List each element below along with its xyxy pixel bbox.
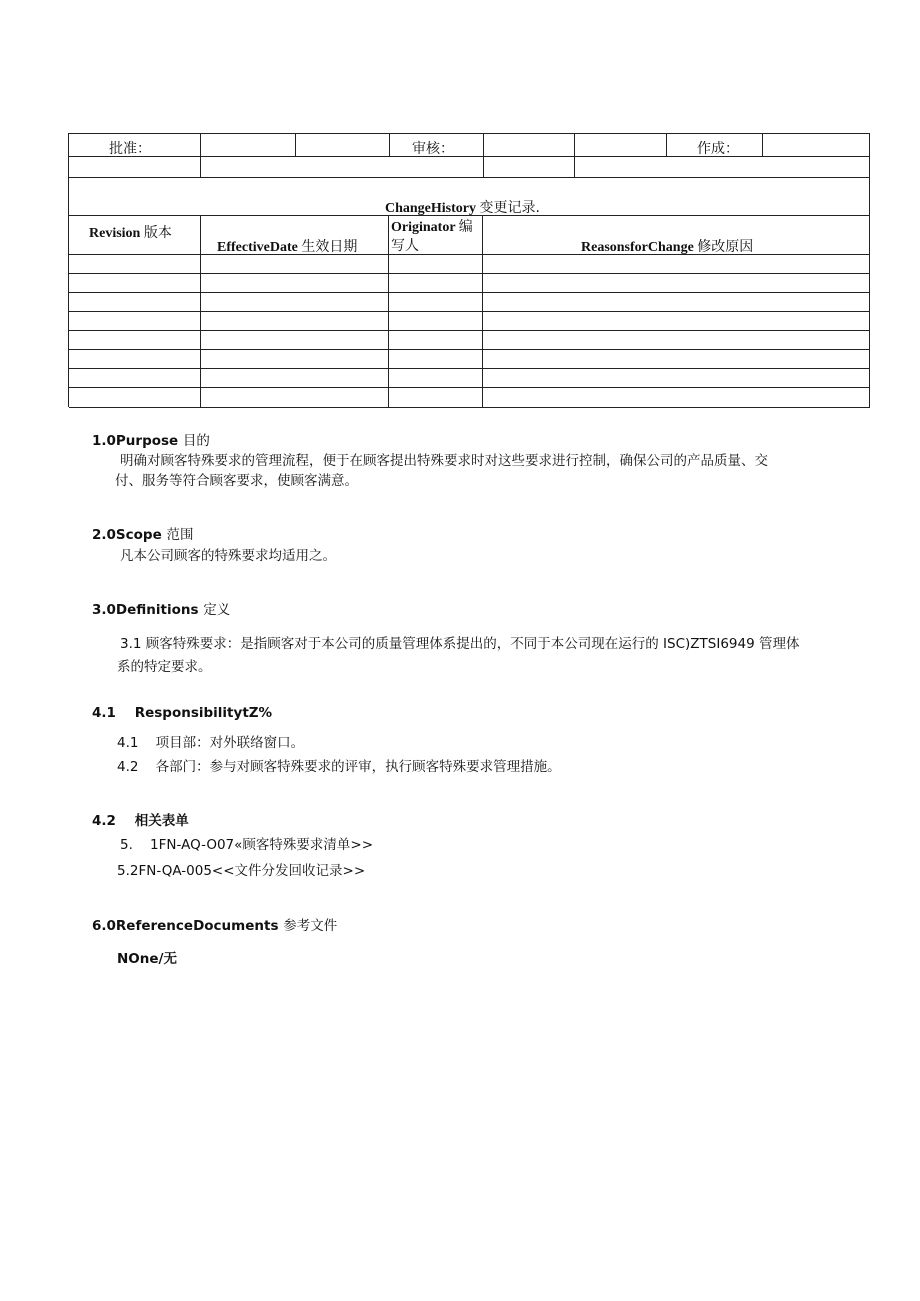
change-history-title: ChangeHistory 变更记录. [385,200,540,216]
col-header-revision-text: Revision 版本 [89,225,172,241]
history-row-cell [201,312,389,331]
history-row-cell [69,312,201,331]
history-row-cell [201,331,389,350]
responsibility-heading: 4.1 ResponsibilitytZ% [92,705,273,721]
col-header-reasons [483,216,870,255]
history-row-cell [201,388,389,408]
forms-item-1: 5. 1FN-AQ-O07«顾客特殊要求清单>> [120,837,374,853]
review-sign-cell-1 [484,134,575,157]
approve-sign-cell-1 [201,134,296,157]
scope-heading: 2.0Scope 范围 [92,527,194,543]
history-row-cell [483,331,870,350]
prepare-label-cell [667,134,763,157]
col-header-revision [69,216,201,255]
history-row-cell [389,274,483,293]
sign-row-cell-3 [484,157,575,178]
history-row-cell [483,312,870,331]
col-header-effective-date-text: EffectiveDate 生效日期 [217,239,358,255]
definitions-line-2: 系的特定要求。 [117,659,212,675]
review-label-cell [390,134,484,157]
col-header-effective-date [201,216,389,255]
change-history-title-cell [69,178,870,216]
responsibility-item-2: 4.2 各部门：参与对顾客特殊要求的评审，执行顾客特殊要求管理措施。 [117,759,561,775]
col-header-originator-text: Originator 编写人 [391,219,473,254]
history-row-cell [69,369,201,388]
history-row-cell [389,293,483,312]
purpose-line-1: 明确对顾客特殊要求的管理流程，便于在顾客提出特殊要求时对这些要求进行控制，确保公司的产品质量、交 [120,453,768,469]
approve-label: 批准： [109,141,151,157]
history-row-cell [201,350,389,369]
approve-sign-cell-2 [296,134,390,157]
history-row-cell [389,350,483,369]
history-row-cell [483,369,870,388]
review-label: 审核： [412,141,454,157]
history-row-cell [69,255,201,274]
history-row-cell [483,388,870,408]
sign-row-cell-2 [201,157,484,178]
history-row-cell [483,350,870,369]
history-row-cell [69,274,201,293]
review-sign-cell-2 [575,134,667,157]
history-row-cell [483,255,870,274]
sign-row-cell-4 [575,157,870,178]
forms-heading: 4.2 相关表单 [92,813,189,829]
history-row-cell [389,255,483,274]
col-header-reasons-text: ReasonsforChange 修改原因 [581,239,754,255]
prepare-sign-cell [763,134,870,157]
purpose-heading: 1.0Purpose 目的 [92,433,210,449]
history-row-cell [201,369,389,388]
history-row-cell [389,369,483,388]
sign-row-cell-1 [69,157,201,178]
history-row-cell [201,274,389,293]
history-row-cell [69,293,201,312]
definitions-line-1: 3.1 顾客特殊要求：是指顾客对于本公司的质量管理体系提出的，不同于本公司现在运行的 ISC)ZTSI6949 管理体 [120,636,800,652]
forms-item-2: 5.2FN-QA-005<<文件分发回收记录>> [117,863,366,879]
history-row-cell [69,350,201,369]
responsibility-item-1: 4.1 项目部：对外联络窗口。 [117,735,305,751]
history-row-cell [389,331,483,350]
scope-text: 凡本公司顾客的特殊要求均适用之。 [120,548,336,564]
history-row-cell [389,388,483,408]
history-row-cell [69,388,201,408]
definitions-heading: 3.0Definitions 定义 [92,602,231,618]
references-text: NOne/无 [117,951,177,967]
history-row-cell [201,255,389,274]
history-row-cell [483,293,870,312]
document-header-table [68,133,870,407]
history-row-cell [483,274,870,293]
purpose-line-2: 付、服务等符合顾客要求，使顾客满意。 [115,473,358,489]
approve-label-cell [69,134,201,157]
history-row-cell [389,312,483,331]
history-row-cell [201,293,389,312]
col-header-originator [389,216,483,255]
references-heading: 6.0ReferenceDocuments 参考文件 [92,918,338,934]
prepare-label: 作成： [697,141,739,157]
history-row-cell [69,331,201,350]
